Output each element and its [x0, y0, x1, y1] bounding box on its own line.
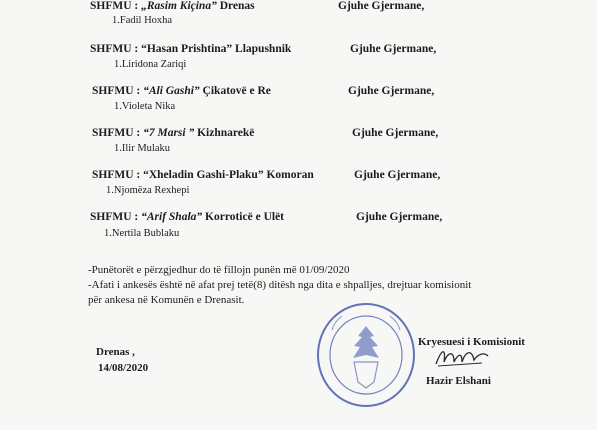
entry-subject: Gjuhe Gjermane, [354, 169, 441, 181]
school-prefix: SHFMU : [90, 43, 142, 55]
school-place: Komoran [263, 169, 314, 181]
note-start-date: -Punëtorët e përzgjedhur do të fillojn punën më 01/09/2020 [88, 264, 350, 276]
school-name: “7 Marsi ” [143, 127, 195, 139]
school-prefix: SHFMU : [90, 0, 142, 12]
school-place: Korroticë e Ulët [202, 211, 284, 223]
entry-subject: Gjuhe Gjermane, [350, 43, 437, 55]
entry-person: 1.Ilir Mulaku [114, 143, 170, 154]
signature-icon [432, 344, 492, 370]
school-name: “Ali Gashi” [143, 85, 200, 97]
school-place: Çikatovë e Re [199, 85, 271, 97]
entry-person: 1.Nertila Bublaku [104, 228, 180, 239]
entry-person: 1.Njomëza Rexhepi [106, 185, 190, 196]
entry-subject: Gjuhe Gjermane, [348, 85, 435, 97]
footer-date: 14/08/2020 [98, 362, 149, 374]
entry-school-line [92, 85, 271, 97]
footer-place: Drenas , [96, 346, 135, 358]
school-place: Kizhnarekë [194, 127, 255, 139]
school-prefix: SHFMU : [90, 211, 142, 223]
entry-school-line [92, 169, 314, 181]
school-place: Drenas [216, 0, 255, 12]
note-appeal-deadline: -Afati i ankesës është në afat prej tetë(8) ditësh nga dita e shpalljes, drejtuar komisionit [88, 279, 472, 291]
official-stamp-icon [314, 300, 419, 410]
entry-school-line [90, 211, 284, 223]
entry-subject: Gjuhe Gjermane, [352, 127, 439, 139]
entry-school-line [92, 127, 254, 139]
entry-subject: Gjuhe Gjermane, [338, 0, 425, 12]
commission-chair-title: Kryesuesi i Komisionit [418, 336, 525, 348]
entry-person: 1.Fadil Hoxha [112, 15, 173, 26]
entry-school-line [90, 0, 255, 12]
school-prefix: SHFMU : [92, 127, 144, 139]
note-appeal-commission: për ankesa në Komunën e Drenasit. [88, 294, 245, 306]
school-name: “Xheladin Gashi-Plaku” [143, 169, 264, 181]
entry-person: 1.Violeta Nika [114, 101, 176, 112]
school-prefix: SHFMU : [92, 85, 144, 97]
entry-subject: Gjuhe Gjermane, [356, 211, 443, 223]
entry-person: 1.Liridona Zariqi [114, 59, 187, 70]
school-name: “Hasan Prishtina” [141, 43, 233, 55]
commission-chair-name: Hazir Elshani [426, 375, 491, 387]
school-prefix: SHFMU : [92, 169, 144, 181]
school-name: “Arif Shala” [141, 211, 203, 223]
school-place: Llapushnik [232, 43, 292, 55]
entry-school-line [90, 43, 291, 55]
school-name: „Rasim Kiçina” [141, 0, 217, 12]
